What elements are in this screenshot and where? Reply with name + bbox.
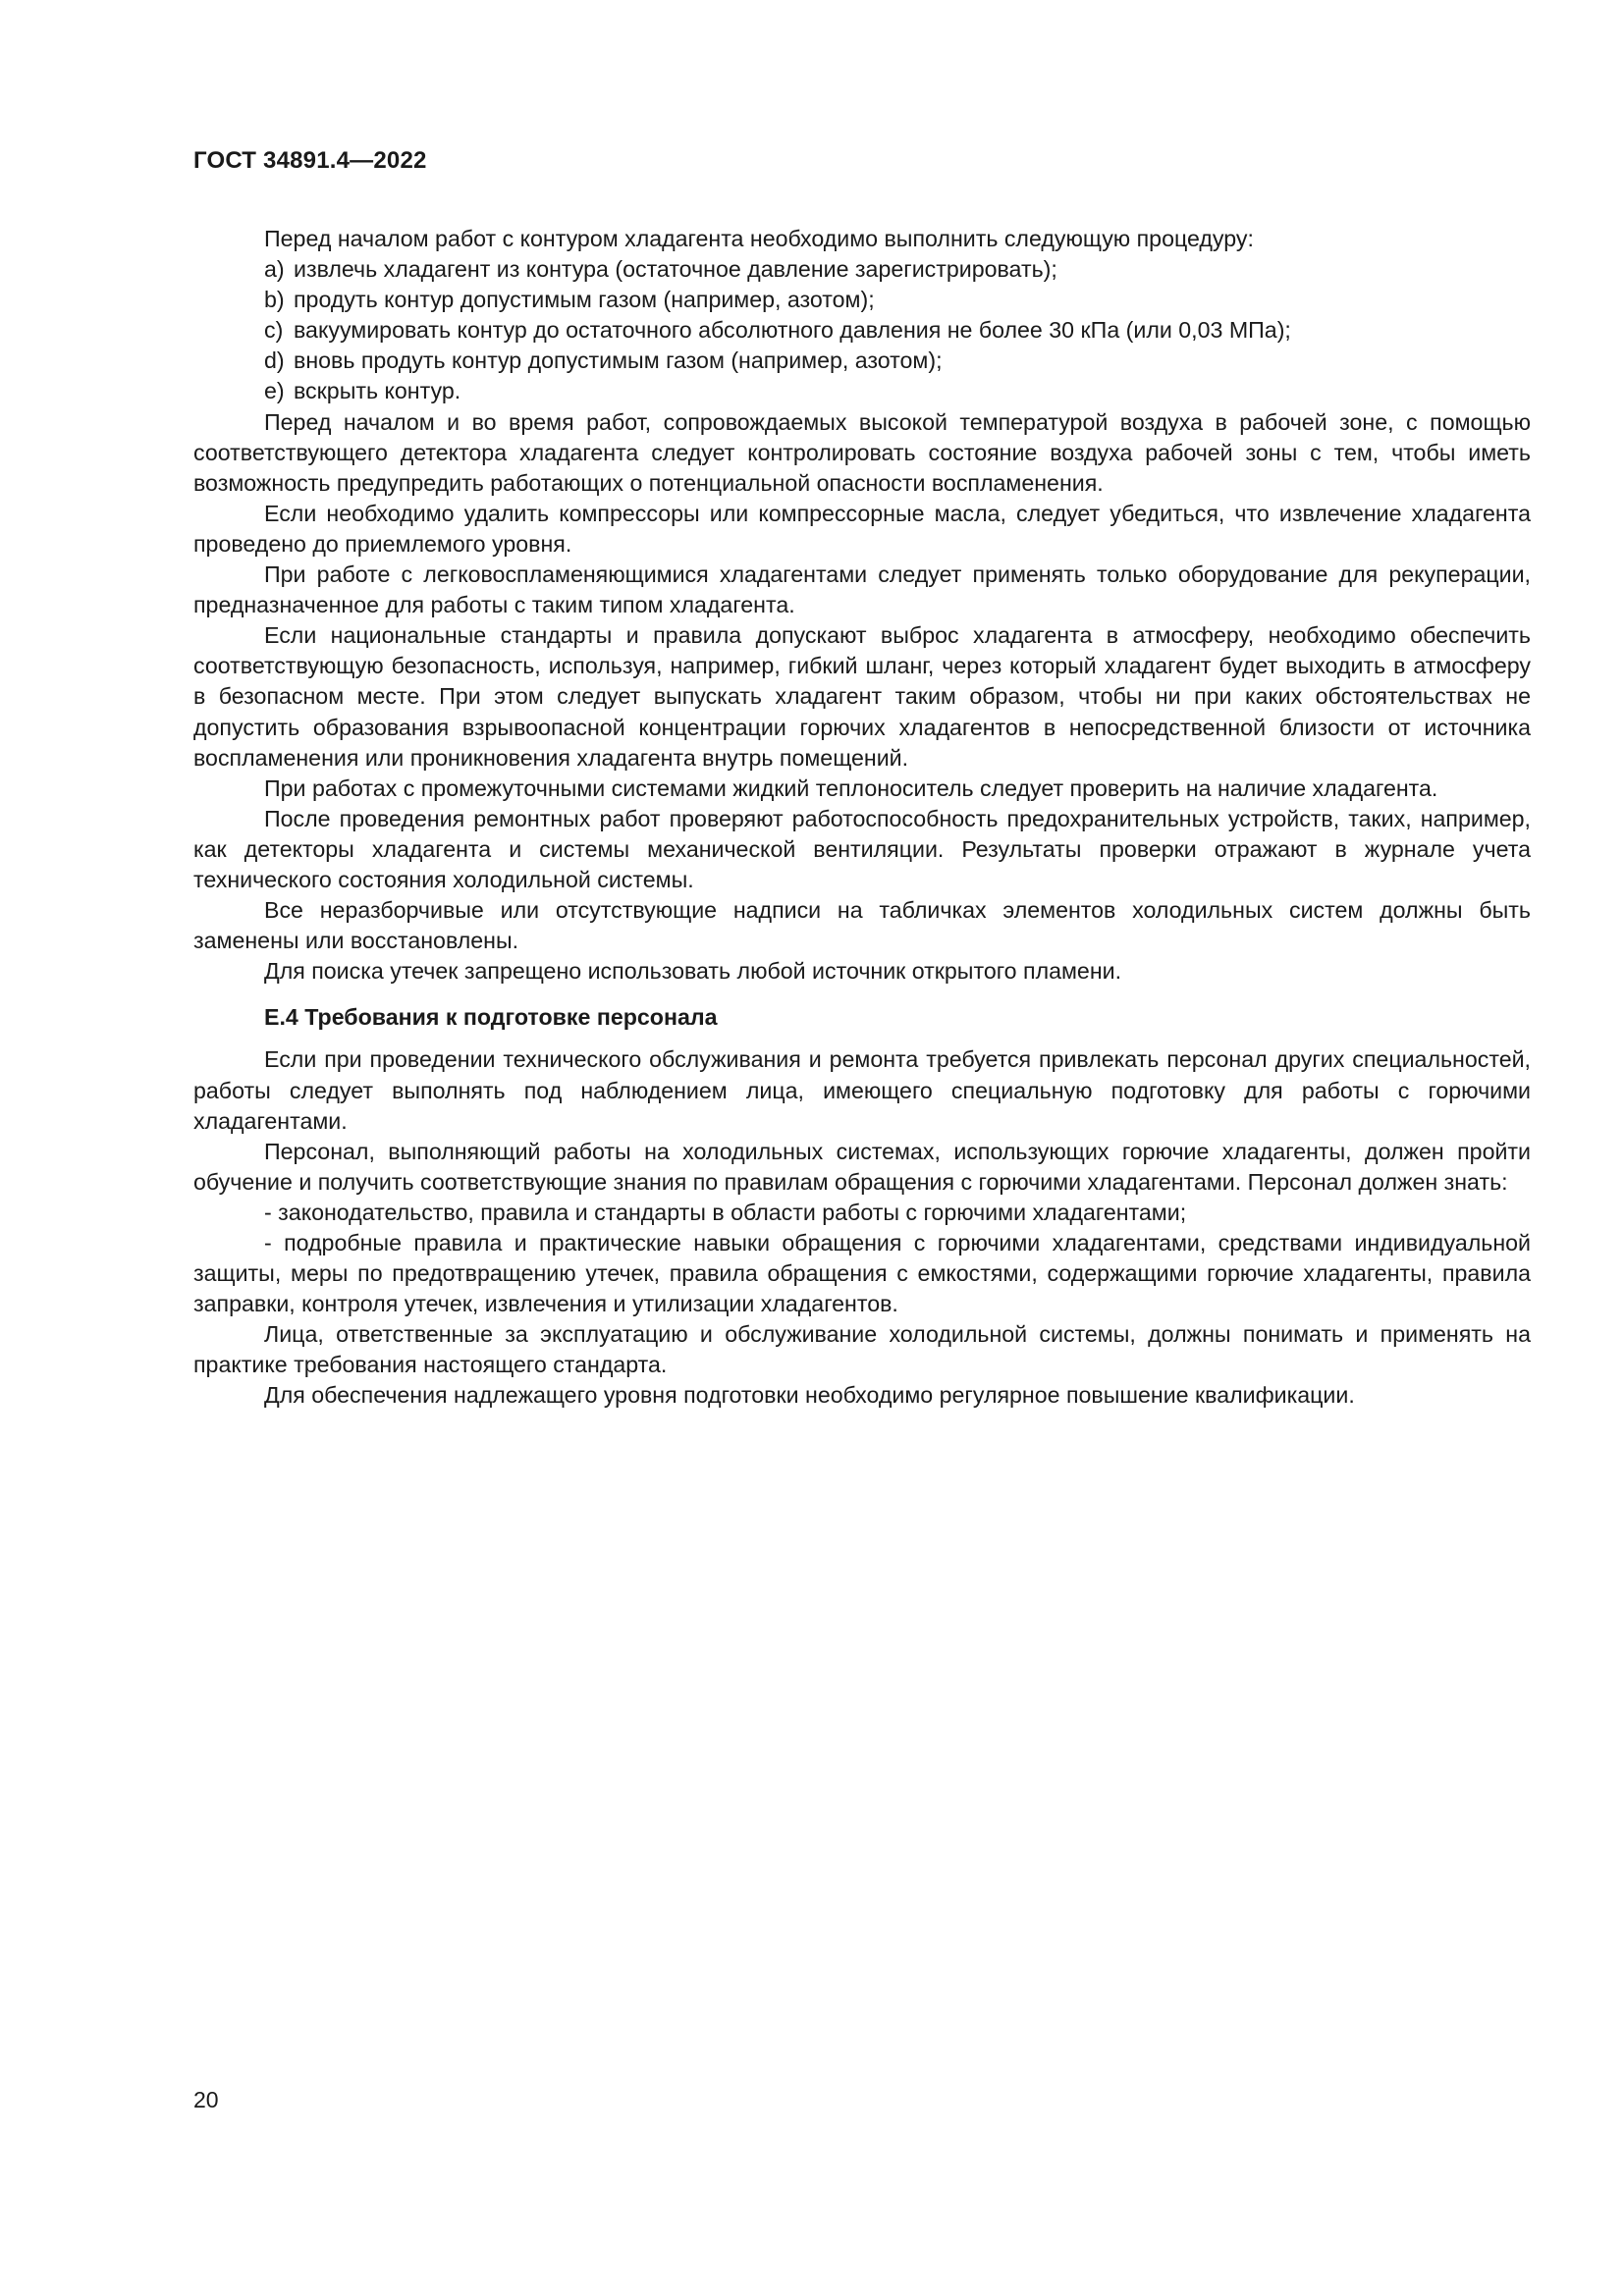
- list-marker: c): [264, 317, 284, 344]
- list-marker: b): [264, 287, 285, 313]
- list-item-text: продуть контур допустимым газом (например, азотом);: [294, 287, 875, 313]
- dash-list-item: - законодательство, правила и стандарты в области работы с горючими хладагентами;: [264, 1199, 1187, 1225]
- list-item-text: вновь продуть контур допустимым газом (например, азотом);: [294, 347, 943, 374]
- document-body: [193, 224, 1531, 1412]
- list-marker: a): [264, 256, 285, 283]
- list-item-text: извлечь хладагент из контура (остаточное давление зарегистрировать);: [294, 256, 1057, 283]
- paragraph: Если при проведении технического обслуживания и ремонта требуется привлекать персонал других специальностей, работы следует выполнять под наблюдением лица, имеющего специальную подготовку для работы с горючими хладагентами.: [193, 1046, 1531, 1134]
- paragraph: Для обеспечения надлежащего уровня подготовки необходимо регулярное повышение квалификации.: [264, 1382, 1355, 1409]
- list-item-text: вскрыть контур.: [294, 378, 461, 404]
- paragraph: Для поиска утечек запрещено использовать любой источник открытого пламени.: [264, 958, 1122, 985]
- page-number: 20: [193, 2087, 219, 2112]
- paragraph: Лица, ответственные за эксплуатацию и обслуживание холодильной системы, должны понимать и применять на практике требования настоящего стандарта.: [193, 1321, 1531, 1378]
- document-code-header: ГОСТ 34891.4—2022: [193, 147, 427, 174]
- list-item: [193, 254, 1531, 285]
- paragraph: Персонал, выполняющий работы на холодильных системах, использующих горючие хладагенты, должен пройти обучение и получить соответствующие знания по правилам обращения с горючими хладагентами. Персонал должен знать:: [193, 1138, 1531, 1195]
- paragraph: Перед началом и во время работ, сопровождаемых высокой температурой воздуха в рабочей зоне, с помощью соответствующего детектора хладагента следует контролировать состояние воздуха рабочей зоны с тем, чтобы иметь возможность предупредить работающих о потенциальной опасности воспламенения.: [193, 408, 1531, 496]
- procedure-intro: Перед началом работ с контуром хладагента необходимо выполнить следующую процедуру:: [264, 226, 1254, 251]
- list-marker: d): [264, 347, 285, 374]
- list-item: [193, 315, 1531, 346]
- paragraph: После проведения ремонтных работ проверяют работоспособность предохранительных устройств, таких, например, как детекторы хладагента и системы механической вентиляции. Результаты проверки отражают в журнале учета технического состояния холодильной системы.: [193, 805, 1531, 892]
- list-item-text: вакуумировать контур до остаточного абсолютного давления не более 30 кПа (или 0,03 МПа);: [294, 317, 1291, 344]
- paragraph: Если национальные стандарты и правила допускают выброс хладагента в атмосферу, необходимо обеспечить соответствующую безопасность, используя, например, гибкий шланг, через который хладагент будет выходить в атмосферу в безопасном месте. При этом следует выпускать хладагент таким образом, чтобы ни при каких обстоятельствах не допустить образования взрывоопасной концентрации горючих хладагентов в непосредственной близости от источника воспламенения или проникновения хладагента внутрь помещений.: [193, 622, 1531, 771]
- section-heading-e4: Е.4 Требования к подготовке персонала: [264, 1004, 718, 1031]
- list-item: [193, 285, 1531, 315]
- paragraph: Все неразборчивые или отсутствующие надписи на табличках элементов холодильных систем должны быть заменены или восстановлены.: [193, 897, 1531, 954]
- paragraph: Если необходимо удалить компрессоры или компрессорные масла, следует убедиться, что извлечение хладагента проведено до приемлемого уровня.: [193, 500, 1531, 557]
- paragraph: При работах с промежуточными системами жидкий теплоноситель следует проверить на наличие хладагента.: [264, 774, 1438, 801]
- paragraph: При работе с легковоспламеняющимися хладагентами следует применять только оборудование для рекуперации, предназначенное для работы с таким типом хладагента.: [193, 561, 1531, 618]
- list-item: [193, 346, 1531, 376]
- list-marker: e): [264, 378, 285, 404]
- list-item: [193, 376, 1531, 406]
- dash-list-item: - подробные правила и практические навыки обращения с горючими хладагентами, средствами индивидуальной защиты, меры по предотвращению утечек, правила обращения с емкостями, содержащими горючие хладагенты, правила заправки, контроля утечек, извлечения и утилизации хладагентов.: [193, 1230, 1531, 1317]
